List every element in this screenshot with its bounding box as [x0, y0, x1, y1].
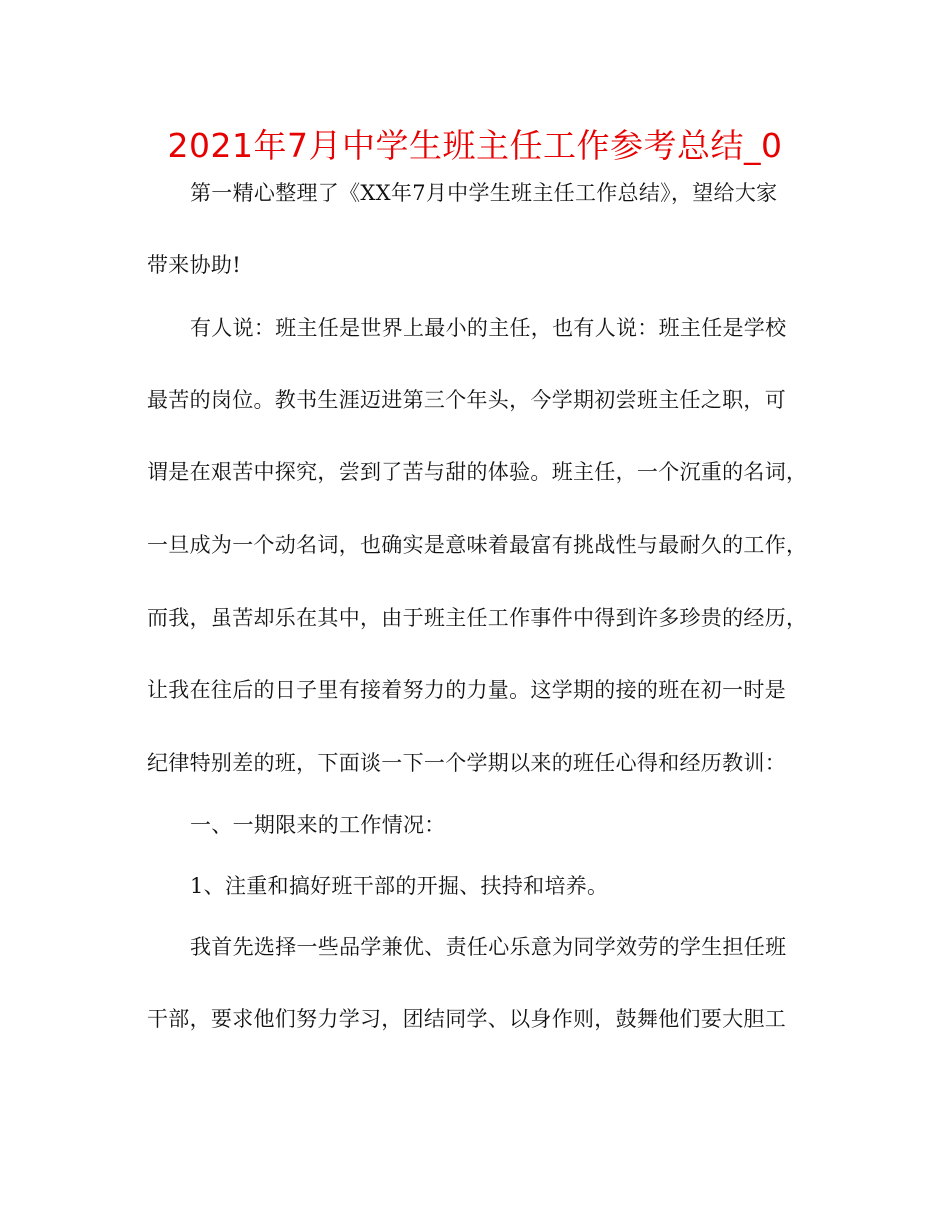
- paragraph-line: 我首先选择一些品学兼优、责任心乐意为同学效劳的学生担任班: [190, 935, 787, 959]
- paragraph-line: 带来协助!: [147, 253, 241, 277]
- paragraph-line: 第一精心整理了《XX年7月中学生班主任工作总结》，望给大家: [190, 181, 778, 205]
- paragraph-line: 最苦的岗位。教书生涯迈进第三个年头，今学期初尝班主任之职，可: [147, 388, 786, 412]
- paragraph-line: 干部，要求他们努力学习，团结同学、以身作则，鼓舞他们要大胆工: [147, 1007, 786, 1031]
- paragraph-line: 谓是在艰苦中探究，尝到了苦与甜的体验。班主任，一个沉重的名词，: [147, 460, 808, 484]
- paragraph-line: 有人说：班主任是世界上最小的主任，也有人说：班主任是学校: [190, 316, 787, 340]
- paragraph-line: 一旦成为一个动名词，也确实是意味着最富有挑战性与最耐久的工作，: [147, 533, 808, 557]
- document-title: 2021年7月中学生班主任工作参考总结_0: [167, 126, 783, 165]
- paragraph-line: 让我在往后的日子里有接着努力的力量。这学期的接的班在初一时是: [147, 678, 786, 702]
- subsection-heading: 1、注重和搞好班干部的开掘、扶持和培养。: [190, 874, 609, 898]
- paragraph-line: 纪律特别差的班，下面谈一下一个学期以来的班任心得和经历教训：: [147, 751, 786, 775]
- paragraph-line: 而我，虽苦却乐在其中，由于班主任工作事件中得到许多珍贵的经历，: [147, 606, 808, 630]
- section-heading: 一、一期限来的工作情况：: [190, 813, 446, 837]
